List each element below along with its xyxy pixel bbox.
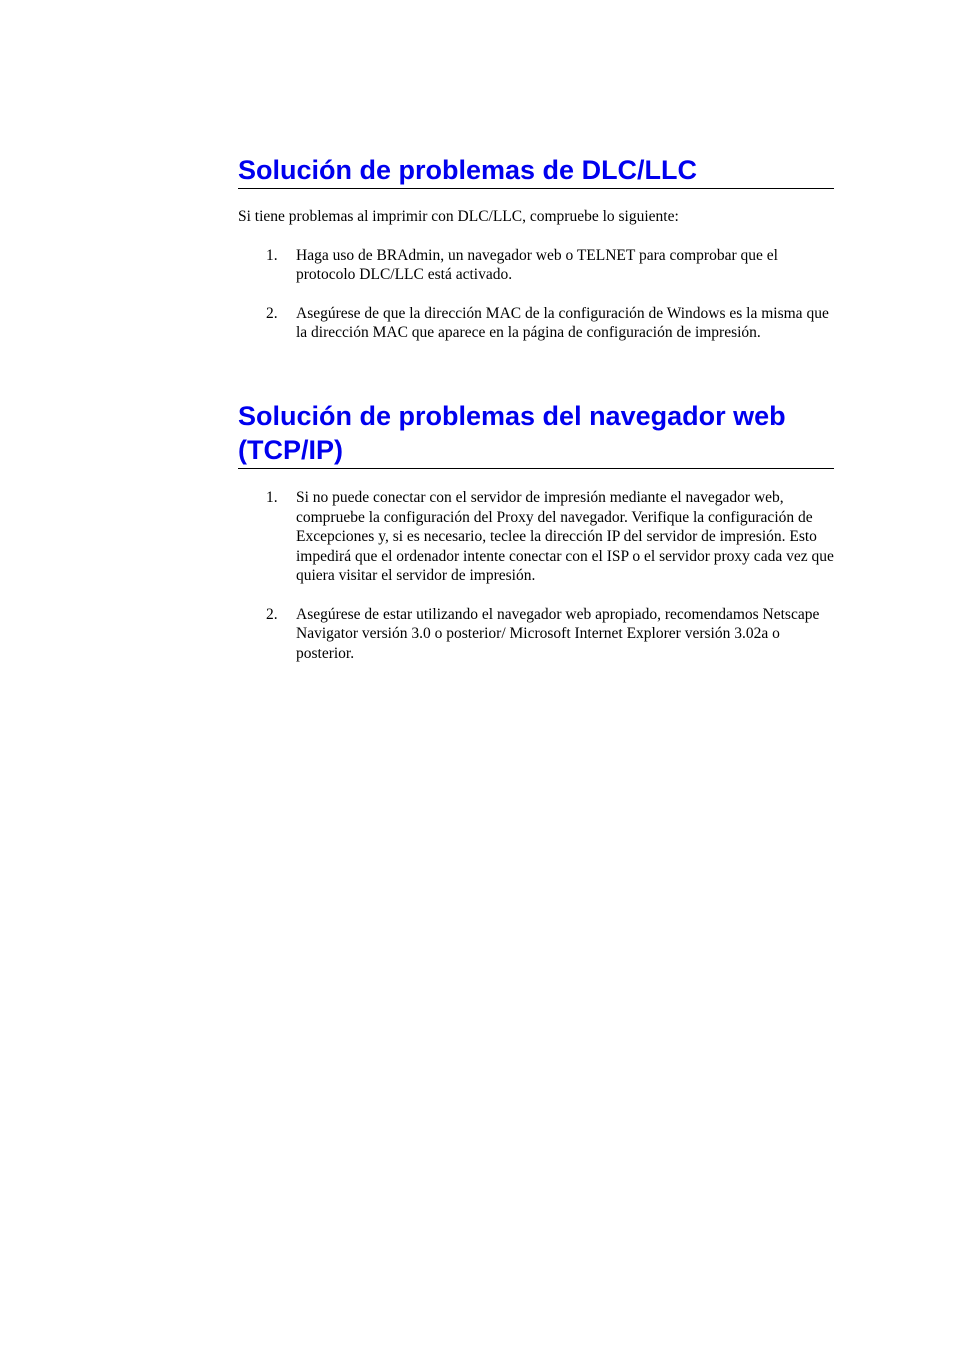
list-item-number: 1.: [266, 246, 278, 264]
list-item-number: 1.: [266, 489, 278, 506]
section-heading: Solución de problemas de DLC/LLC: [238, 153, 834, 189]
intro-paragraph: Si tiene problemas al imprimir con DLC/LLC, compruebe lo siguiente:: [238, 208, 679, 225]
list-item: [238, 488, 834, 586]
numbered-list: [238, 488, 834, 663]
list-item-text: Haga uso de BRAdmin, un navegador web o TELNET para comprobar que el protocolo DLC/LLC está activado.: [296, 246, 778, 283]
numbered-list: [238, 246, 834, 343]
list-item-number: 2.: [266, 304, 278, 322]
section-heading: Solución de problemas del navegador web (TCP/IP): [238, 399, 834, 469]
list-item: [238, 605, 834, 664]
list-item-text: Si no puede conectar con el servidor de impresión mediante el navegador web, compruebe la configuración del Proxy del navegador. Verifique la configuración de Excepciones y, si es necesario, teclee la dirección IP del servidor de impresión. Esto impedirá que el ordenador intente conectar con el ISP o el servidor proxy cada vez que quiera visitar el servidor de impresión.: [296, 489, 834, 584]
section-web-browser-tcpip: [238, 399, 834, 682]
list-item: [238, 304, 834, 343]
list-item-text: Asegúrese de estar utilizando el navegador web apropiado, recomendamos Netscape Navigator versión 3.0 o posterior/ Microsoft Internet Explorer versión 3.02a o posterior.: [296, 605, 820, 662]
list-item: [238, 246, 834, 285]
list-item-number: 2.: [266, 605, 278, 623]
section-dlc-llc: [238, 153, 834, 362]
list-item-text: Asegúrese de que la dirección MAC de la configuración de Windows es la misma que la dirección MAC que aparece en la página de configuración de impresión.: [296, 304, 829, 341]
